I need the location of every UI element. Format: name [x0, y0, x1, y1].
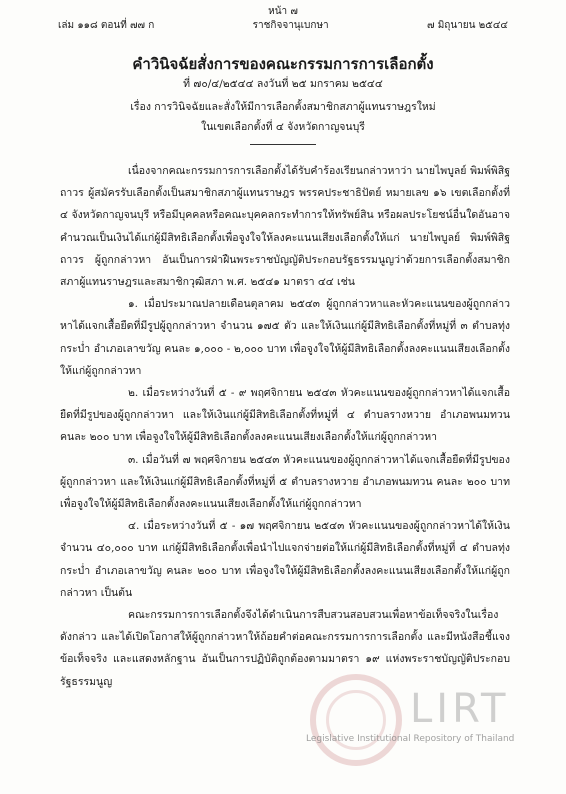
page-number: หน้า ๗ [268, 6, 298, 17]
title-divider [250, 144, 316, 145]
lirt-caption: Legislative Institutional Repository of Thailand [306, 734, 515, 744]
document-subject: เรื่อง การวินิจฉัยและสั่งให้มีการเลือกตั้งสมาชิกสภาผู้แทนราษฎรใหม่ [130, 101, 436, 113]
paragraph-item-1: ๑. เมื่อประมาณปลายเดือนตุลาคม ๒๕๔๓ ผู้ถูกกล่าวหาและหัวคะแนนของผู้ถูกกล่าวหาได้แจกเสื้อยืดที่มีรูปผู้ถูกกล่าวหา จำนวน ๑๗๕ ตัว และให้เงินแก่ผู้มีสิทธิเลือกตั้งที่หมู่ที่ ๓ ตำบลทุ่งกระบ่ำ อำเภอเลาขวัญ คนละ ๑,๐๐๐ - ๒,๐๐๐ บาท เพื่อจูงใจให้ผู้มีสิทธิเลือกตั้งลงคะแนนเสียงเลือกตั้งให้แก่ผู้ถูกกล่าวหา [60, 298, 510, 377]
paragraph-item-2: ๒. เมื่อระหว่างวันที่ ๕ - ๙ พฤศจิกายน ๒๕๔๓ หัวคะแนนของผู้ถูกกล่าวหาได้แจกเสื้อยืดที่มีรูปของผู้ถูกกล่าวหา และให้เงินแก่ผู้มีสิทธิเลือกตั้งที่หมู่ที่ ๔ ตำบลรางหวาย อำเภอพนมทวน คนละ ๒๐๐ บาท เพื่อจูงใจให้ผู้มีสิทธิเลือกตั้งลงคะแนนเสียงเลือกตั้งให้แก่ผู้ถูกกล่าวหา [60, 387, 510, 444]
document-title: คำวินิจฉัยสั่งการของคณะกรรมการการเลือกตั้ง [132, 55, 434, 73]
volume-issue: เล่ม ๑๑๘ ตอนที่ ๗๗ ก [58, 20, 155, 31]
paragraph-intro: เนื่องจากคณะกรรมการการเลือกตั้งได้รับคำร้องเรียนกล่าวหาว่า นายไพบูลย์ พิมพ์พิสิฐถาวร ผู้สมัครรับเลือกตั้งเป็นสมาชิกสภาผู้แทนราษฎร พรรคประชาธิปัตย์ หมายเลข ๑๖ เขตเลือกตั้งที่ ๔ จังหวัดกาญจนบุรี หรือมีบุคคลหรือคณะบุคคลกระทำการให้ทรัพย์สิน หรือผลประโยชน์อื่นใดอันอาจคำนวณเป็นเงินได้แก่ผู้มีสิทธิเลือกตั้งเพื่อจูงใจให้ลงคะแนนเสียงเลือกตั้งให้แก่ นายไพบูลย์ พิมพ์พิสิฐถาวร ผู้ถูกกล่าวหา อันเป็นการฝ่าฝืนพระราชบัญญัติประกอบรัฐธรรมนูญว่าด้วยการเลือกตั้งสมาชิกสภาผู้แทนราษฎรและสมาชิกวุฒิสภา พ.ศ. ๒๕๔๑ มาตรา ๔๔ เช่น [60, 165, 510, 289]
document-subject-line2: ในเขตเลือกตั้งที่ ๔ จังหวัดกาญจนบุรี [201, 121, 365, 133]
lirt-logo-text: LIRT [410, 686, 510, 732]
paragraph-item-3: ๓. เมื่อวันที่ ๗ พฤศจิกายน ๒๕๔๓ หัวคะแนนของผู้ถูกกล่าวหาได้แจกเสื้อยืดที่มีรูปของผู้ถูกกล่าวหา และให้เงินแก่ผู้มีสิทธิเลือกตั้งที่หมู่ที่ ๕ ตำบลรางหวาย อำเภอพนมทวน คนละ ๒๐๐ บาท เพื่อจูงใจให้ผู้มีสิทธิเลือกตั้งลงคะแนนเสียงเลือกตั้งให้แก่ผู้ถูกกล่าวหา [60, 453, 510, 511]
publication-date: ๗ มิถุนายน ๒๕๔๔ [427, 20, 508, 31]
document-number: ที่ ๗๐/๔/๒๕๔๔ ลงวันที่ ๒๕ มกราคม ๒๕๔๔ [183, 78, 383, 90]
gazette-name: ราชกิจจานุเบกษา [252, 20, 329, 31]
paragraph-investigation: คณะกรรมการการเลือกตั้งจึงได้ดำเนินการสืบสวนสอบสวนเพื่อหาข้อเท็จจริงในเรื่องดังกล่าว และได้เปิดโอกาสให้ผู้ถูกกล่าวหาให้ถ้อยคำต่อคณะกรรมการการเลือกตั้ง และมีหนังสือชี้แจงข้อเท็จจริง และแสดงหลักฐาน อันเป็นการปฏิบัติถูกต้องตามมาตรา ๑๙ แห่งพระราชบัญญัติประกอบรัฐธรรมนูญ [60, 609, 510, 688]
gazette-header [58, 18, 508, 33]
document-body [60, 160, 510, 693]
lirt-watermark [290, 668, 530, 788]
paragraph-item-4: ๔. เมื่อระหว่างวันที่ ๕ - ๑๗ พฤศจิกายน ๒๕๔๓ หัวคะแนนของผู้ถูกกล่าวหาได้ให้เงินจำนวน ๔๐,๐๐๐ บาท แก่ผู้มีสิทธิเลือกตั้งเพื่อนำไปแจกจ่ายต่อให้แก่ผู้มีสิทธิเลือกตั้งที่หมู่ที่ ๔ ตำบลทุ่งกระบ่ำ อำเภอเลาขวัญ คนละ ๒๐๐ บาท เพื่อจูงใจให้ผู้มีสิทธิเลือกตั้งลงคะแนนเสียงเลือกตั้งให้แก่ผู้ถูกกล่าวหา เป็นต้น [60, 520, 510, 599]
